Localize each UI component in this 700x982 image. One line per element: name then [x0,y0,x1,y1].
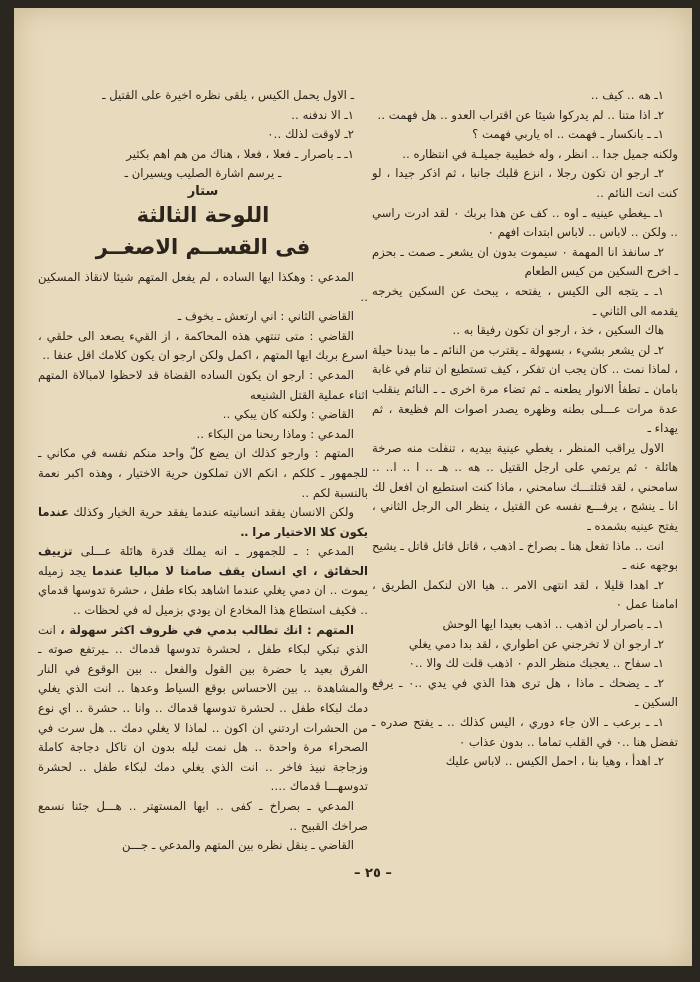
paragraph-text: ٢ـ اذا متنا ‥ لم يدركوا شيئا عن اقتراب العدو ‥ هل فهمت ‥ [377,107,664,122]
paragraph-text: ١ـ هه ‥ كيف ‥ [590,88,664,102]
paragraph-text: عندما يكون كلا الاختيار مرا ‥ [38,505,368,539]
paragraph [372,282,678,321]
paragraph-text: الاول يراقب المنظر ، يغطي عينية بيديه ، تنفلت منه صرخة هائلة ٠ ثم يرتمي على ارجل القتيل ‥ هه ‥ هـ ‥ ا ‥ ا‥ ‥ سامحني ، لقد قتلتـــك سامحني ، ماذا كنت استطيع ان افعل لك انا ـ ينشج ، يرفـــع نفسه عن القتيل ، ينظر الى الرجل الثاني ، يفتح عينيه بشمده ـ [372,440,678,534]
paragraph [38,503,368,542]
paragraph [372,125,678,145]
paragraph-text: انت ‥ ماذا تفعل هنا ـ بصراخ ـ اذهب ، قاتل قاتل قاتل ـ يشيح بوجهه عنه ـ [372,538,678,573]
paragraph-text: القاضي : ولكنه كان يبكي ‥ [222,407,354,422]
paragraph-text: ١ـ ـ باصرار لن اذهب ‥ اذهب بعيدا ايها الوحش [442,617,664,632]
curtain-label: ستار [187,183,219,199]
paragraph-text: ٢ـ ارجو ان تكون رجلا ، انزع قلبك جانبا ، ثم اذكر جيدا ، لو كنت انت النائم ‥ [372,166,678,200]
paragraph [372,635,678,655]
paragraph-text: ١ـ ـ يتجه الى الكيس ، يفتحه ، يبحث عن السكين يخرجه يقدمه الى الثاني ـ [372,283,678,318]
paragraph-text: القاضي : متى تنتهي هذه المحاكمة ، از القيء يصعد الى حلقي ، اسرع بربك ايها المتهم ، اكمل ولكن ارجو ان يكون كلامك اقل عنفا ‥ [38,328,368,363]
paragraph [38,425,368,445]
paragraph [372,713,678,752]
paragraph-text: المدعي : وماذا ربحنا من البكاء ‥ [196,426,354,441]
magazine-page [14,8,692,966]
paragraph [372,752,678,772]
paragraph [38,145,368,165]
paragraph-text: القاضي الثاني : اني ارتعش ـ بخوف ـ [177,309,354,324]
paragraph-text: ولكن الانسان يفقد انسانيته عندما يفقد حرية الخيار وكذلك [68,505,354,520]
paragraph [372,654,678,674]
scene-subtitle: فى القســم الاصغــر [95,234,311,259]
paragraph-text: ٢ـ اهدأ ، وهيا بنا ، احمل الكيس ‥ لاباس عليك [445,754,664,769]
paragraph-text: ٢ـ ارجو ان لا تخرجني عن اطواري ، لقد بدا دمي يغلي [408,636,664,651]
paragraph-text: انت الذي تبكي لبكاء طفل ، لحشرة تدوسها قدماك ‥ ـيرتفع صوته ـ الفرق بعيد يا حضرة بين القول والفعل ‥ بين الوقوع في النار والمشاهدة ‥ بين الاحساس بوقع السياط وعدها ‥ انت الذي يغلي دمك لبكاء طفل ‥ لحشرة تدوسها قدماك ‥ وانا ‥ حشرة ‥ اي نوع من الحشرات اردتني ان اكون ‥ لماذا لا يغلي دمك ‥ هل سرت في الصحراء مرة واحدة ‥ هل نمت ليله بدون ان تاكل دجاجة كاملة وزجاجة نبيذ فاخر ‥ انت الذي يغلي دمك لبكاء طفل ‥ لحشرة تدوسهـــا قدماك ‥‥ [38,622,368,794]
paragraph-text: ٢ـ اهدا قليلا ، لقد انتهى الامر ‥ هيا الان لنكمل الطريق ، امامنا عمل ٠ [372,577,678,612]
paragraph-text: ١ـ ـ برعب ـ الان جاء دوري ، اليس كذلك ‥ ـ يفتح صدره ـ تفضل هنا ‥٠ في القلب تماما ‥ بدون عذاب ٠ [372,715,678,749]
paragraph [38,542,368,620]
paragraph-text: تزييف الحقائق ، اي انسان يقف صامتا لا مباليا عندما [38,544,369,578]
left-column-body [38,268,368,856]
paragraph-text: هاك السكين ، خذ ، ارجو ان تكون رفيقا به ‥ [452,323,664,338]
left-column-top [38,86,368,184]
paragraph-text: ٢ـ لن يشعر بشيء ، بسهولة ـ يقترب من النائم ـ ما بيدنا حيلة ، لماذا نمت ‥ كان يجب ان تفكر ، كيف تستطيع ان تنام في غابة بامان ـ تطفأ الانوار يطعنه ـ ثم تضاء مرة اخرى ـ ـ النائم ينقلب عدة مرات عـــلى بطنه وظهره يصدر اصوات الم فظيعة ، ثم يهداء ـ [372,342,678,436]
paragraph [38,327,368,366]
paragraph [372,106,678,126]
paragraph-text: ولكنه جميل جدا ‥ انظر ، وله خطيبة جميلـة في انتظاره ‥ [402,146,678,161]
paragraph [38,621,368,797]
paragraph-text: المدعي : وهكذا ايها الساده ، لم يفعل المتهم شيئا لانقاذ المسكين ‥ [38,269,368,304]
paragraph [38,444,368,503]
paragraph [372,145,678,165]
paragraph [372,537,678,576]
paragraph-text: ٢ـ لاوقت لذلك ‥٠ [267,127,354,142]
paragraph-text: المدعي : ارجو ان يكون الساده القضاة قد لاحظوا لامبالاة المتهم اثناء عملية القتل الشنيعه [38,367,368,402]
paragraph [372,204,678,243]
paragraph-text: ١ـ ـ بانكسار ـ فهمت ‥ اه ياربي فهمت ؟ [472,127,664,142]
paragraph [38,86,368,106]
paragraph [38,307,368,327]
paragraph [38,797,368,836]
paragraph [38,366,368,405]
paragraph [38,405,368,425]
paragraph-text: المدعي ـ بصراخ ـ كفى ‥ ايها المستهتر ‥ هـــل جئنا نسمع صراخك القبيح ‥ [38,799,368,833]
paragraph-text: ٢ـ ـ يضحك ـ ماذا ، هل ترى هذا الذي في يدي ‥٠ ـ يرفع السكين ـ [372,675,678,710]
paragraph-text: يجد زميله يموت ‥ ان دمي يغلي عندما اشاهد بكاء طفل ، حشرة تدوسها قدماي ‥ فكيف استطاع هذا المخادع ان يودي بزميل له في لحظات ‥ [38,563,368,618]
paragraph [372,341,678,439]
paragraph [38,836,368,856]
paragraph [38,125,368,145]
paragraph-text: القاضي ـ ينقل نظره بين المتهم والمدعي ـ جـــن [122,838,354,853]
left-column [38,86,368,856]
paragraph-text: ـ يرسم اشارة الصليب ويسيران ـ [124,166,282,181]
paragraph-text: المدعي : ـ للجمهور ـ انه يملك قدرة هائلة عـــلى [72,544,354,559]
paragraph-text: ١ـ ـ باصرار ـ فعلا ، فعلا ، هناك من هم اهم بكثير [126,146,354,161]
paragraph-text: ١ـ سفاح ‥ يعجبك منظر الدم ٠ اذهب قلت لك والا ‥٠ [408,656,664,671]
paragraph [38,106,368,126]
right-column [372,86,678,772]
paragraph-text: ٢ـ سانفذ انا المهمة ٠ سيموت بدون ان يشعر ـ صمت ـ بحزم ـ اخرج السكين من كيس الطعام [372,244,678,279]
paragraph [372,321,678,341]
paragraph [372,576,678,615]
paragraph [38,268,368,307]
paragraph-text: المتهم : وارجو كذلك ان يضع كلّ واحد منكم نفسه في مكاني ـ للجمهور ـ كلكم ، انكم الان تملكون حرية الاختيار ، وهذه اكبر نعمة بالنسبة لكم ‥ [38,446,368,500]
paragraph [372,674,678,713]
paragraph-text: ١ـ الا ندفنه ‥ [291,107,354,122]
paragraph [372,164,678,203]
paragraph [372,86,678,106]
paragraph-text: ١ـ ـيغطي عينيه ـ اوه ‥ كف عن هذا بربك ٠ لقد ادرت راسي ‥ ولكن ‥ لاباس ‥ لاباس ابتدات افهم ٠ [372,205,678,240]
page-number: – ٢٥ – [354,866,392,881]
paragraph [372,439,678,537]
paragraph-text: المتهم : انك تطالب بدمي في ظروف اكثر سهولة ، [60,622,354,637]
paragraph [372,243,678,282]
paragraph [38,164,368,184]
paragraph [372,615,678,635]
scene-title: اللوحة الثالثة [136,202,270,227]
paragraph-text: ـ الاول يحمل الكيس ، يلقى نظره اخيرة على القتيل ـ [102,88,354,102]
